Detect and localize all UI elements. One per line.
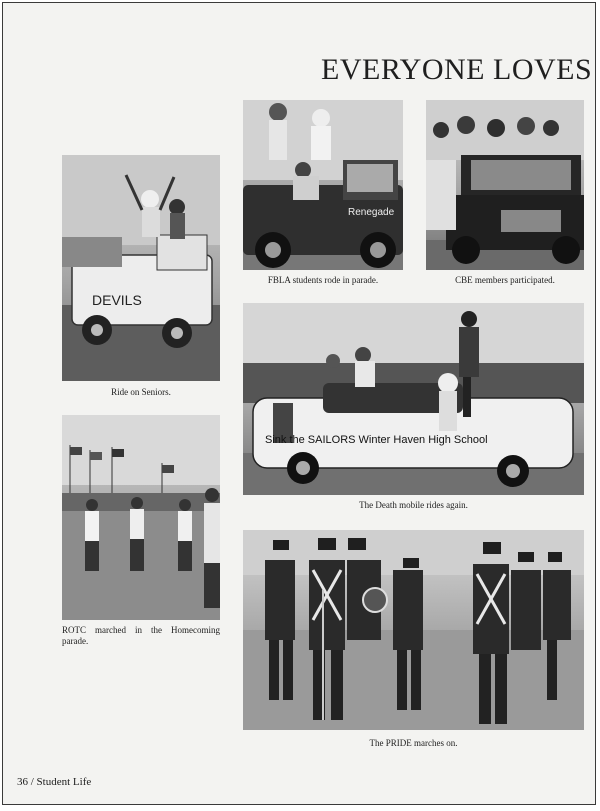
rotc-caption: ROTC marched in the Homecoming parade. bbox=[62, 625, 220, 646]
car-slogan-text: Sink the SAILORS Winter Haven High School bbox=[265, 434, 488, 446]
fbla-caption: FBLA students rode in parade. bbox=[267, 275, 379, 285]
rotc-photo bbox=[62, 415, 220, 620]
death-mobile-photo bbox=[243, 303, 584, 495]
jeep-decal-text: Renegade bbox=[348, 207, 395, 218]
seniors-float-photo bbox=[62, 155, 220, 381]
cbe-truck-illustration bbox=[426, 100, 584, 270]
cbe-caption: CBE members participated. bbox=[455, 275, 555, 285]
seniors-float-illustration bbox=[62, 155, 220, 381]
page-folio: 36 / Student Life bbox=[17, 776, 92, 788]
pride-band-illustration bbox=[243, 530, 584, 730]
fbla-jeep-photo bbox=[243, 100, 403, 270]
cbe-truck-photo bbox=[426, 100, 584, 270]
pride-band-photo bbox=[243, 530, 584, 730]
yearbook-page bbox=[2, 2, 596, 805]
pride-caption: The PRIDE marches on. bbox=[369, 738, 458, 748]
rotc-illustration bbox=[62, 415, 220, 620]
fbla-jeep-illustration bbox=[243, 100, 403, 270]
float-sign-text: DEVILS bbox=[92, 292, 142, 308]
page-title: EVERYONE LOVES bbox=[321, 53, 593, 86]
death-mobile-illustration bbox=[243, 303, 584, 495]
death-mobile-caption: The Death mobile rides again. bbox=[359, 500, 468, 510]
seniors-caption: Ride on Seniors. bbox=[111, 387, 171, 397]
